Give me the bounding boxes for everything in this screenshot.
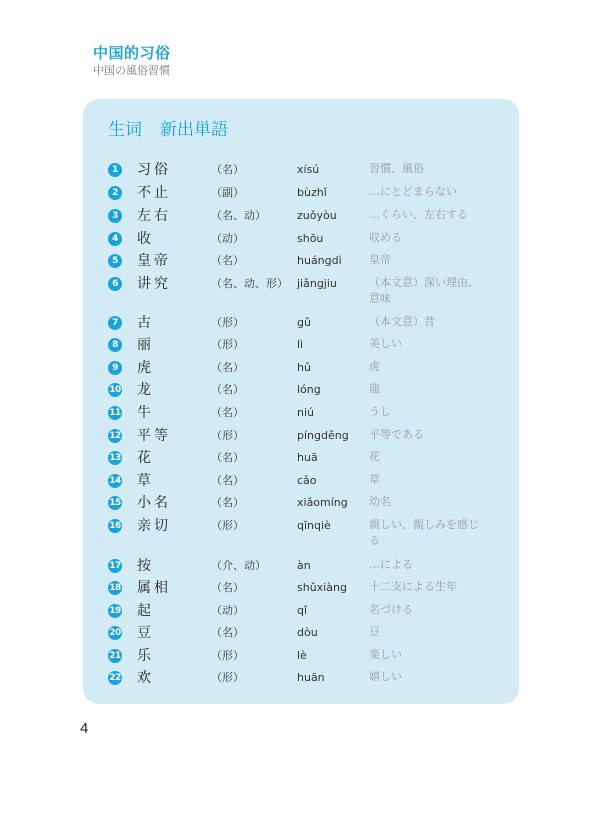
japanese-meaning: 豆 bbox=[369, 625, 380, 638]
vocab-word: 小名 bbox=[137, 495, 171, 511]
item-number-badge: 17 bbox=[109, 561, 121, 571]
item-number-badge: 15 bbox=[109, 498, 121, 508]
japanese-meaning: 美しい bbox=[369, 337, 402, 350]
vocab-word: 讲究 bbox=[137, 276, 171, 292]
pinyin: àn bbox=[297, 559, 311, 572]
japanese-meaning: 草 bbox=[369, 473, 380, 486]
running-header bbox=[93, 44, 171, 78]
part-of-speech: （形） bbox=[211, 519, 244, 532]
pinyin: xiǎomíng bbox=[297, 496, 348, 509]
pinyin: píngděng bbox=[297, 429, 349, 442]
pinyin: qīnqiè bbox=[297, 519, 331, 532]
part-of-speech: （形） bbox=[211, 338, 244, 351]
pinyin: niú bbox=[297, 406, 314, 419]
pinyin: lì bbox=[297, 338, 304, 351]
part-of-speech: （名） bbox=[211, 383, 244, 396]
item-number-badge: 2 bbox=[108, 186, 122, 200]
vocab-word: 不止 bbox=[137, 185, 171, 201]
japanese-meaning: 楽しい bbox=[369, 648, 402, 661]
heading-japanese: 新出単語 bbox=[160, 120, 228, 140]
pinyin: jiǎngjiu bbox=[297, 277, 337, 290]
japanese-meaning: 嬉しい bbox=[369, 670, 402, 683]
part-of-speech: （名） bbox=[211, 451, 244, 464]
vocab-word: 花 bbox=[137, 450, 154, 466]
vocab-word: 平等 bbox=[137, 428, 171, 444]
item-number-badge: 21 bbox=[109, 651, 121, 661]
item-number-badge: 18 bbox=[109, 583, 121, 593]
vocab-word: 古 bbox=[137, 315, 154, 331]
item-number-badge: 5 bbox=[108, 254, 122, 268]
pinyin: shōu bbox=[297, 232, 324, 245]
japanese-meaning: 習慣、風俗 bbox=[369, 162, 424, 175]
japanese-meaning: （本文意）昔 bbox=[369, 315, 435, 328]
page-number: 4 bbox=[80, 720, 89, 737]
vocab-word: 欢 bbox=[137, 670, 154, 686]
pinyin: xísú bbox=[297, 163, 320, 176]
part-of-speech: （名） bbox=[211, 581, 244, 594]
japanese-meaning: …にとどまらない bbox=[369, 185, 457, 198]
vocab-word: 豆 bbox=[137, 625, 154, 641]
vocab-word: 虎 bbox=[137, 360, 154, 376]
item-number-badge: 6 bbox=[108, 277, 122, 291]
chapter-subtitle: 中国の風俗習慣 bbox=[93, 64, 170, 77]
heading-chinese: 生词 bbox=[108, 120, 142, 140]
part-of-speech: （介、动） bbox=[211, 559, 266, 572]
vocab-word: 草 bbox=[137, 473, 154, 489]
pinyin: lóng bbox=[297, 383, 321, 396]
part-of-speech: （名） bbox=[211, 626, 244, 639]
japanese-meaning: 収める bbox=[369, 231, 402, 244]
chapter-title: 中国的习俗 bbox=[93, 44, 171, 62]
japanese-meaning: 皇帝 bbox=[369, 253, 391, 266]
item-number-badge: 4 bbox=[108, 232, 122, 246]
japanese-meaning: …による bbox=[369, 558, 413, 571]
part-of-speech: （名） bbox=[211, 406, 244, 419]
item-number-badge: 19 bbox=[109, 606, 121, 616]
vocab-word: 皇帝 bbox=[137, 253, 171, 269]
item-number-badge: 13 bbox=[109, 453, 121, 463]
pinyin: cǎo bbox=[297, 474, 317, 487]
vocab-word: 亲切 bbox=[137, 518, 171, 534]
part-of-speech: （名） bbox=[211, 474, 244, 487]
item-number-badge: 11 bbox=[109, 408, 121, 418]
japanese-meaning: 花 bbox=[369, 450, 380, 463]
vocab-word: 乐 bbox=[137, 648, 154, 664]
pinyin: zuǒyòu bbox=[297, 209, 337, 222]
japanese-meaning: 名づける bbox=[369, 603, 413, 616]
part-of-speech: （形） bbox=[211, 649, 244, 662]
vocab-word: 龙 bbox=[137, 382, 154, 398]
japanese-meaning: 幼名 bbox=[369, 495, 391, 508]
pinyin: qǐ bbox=[297, 604, 308, 617]
japanese-meaning: 平等である bbox=[369, 428, 424, 441]
item-number-badge: 9 bbox=[108, 361, 122, 375]
pinyin: dòu bbox=[297, 626, 318, 639]
vocab-word: 起 bbox=[137, 603, 154, 619]
part-of-speech: （名、动、形） bbox=[211, 277, 288, 290]
item-number-badge: 3 bbox=[108, 209, 122, 223]
pinyin: huā bbox=[297, 451, 318, 464]
item-number-badge: 20 bbox=[109, 628, 121, 638]
japanese-meaning: 龍 bbox=[369, 382, 380, 395]
pinyin: shǔxiàng bbox=[297, 581, 347, 594]
part-of-speech: （形） bbox=[211, 671, 244, 684]
japanese-meaning: …くらい、左右する bbox=[369, 208, 468, 221]
part-of-speech: （名、动） bbox=[211, 209, 266, 222]
part-of-speech: （名） bbox=[211, 496, 244, 509]
vocab-word: 牛 bbox=[137, 405, 154, 421]
vocab-word: 习俗 bbox=[137, 162, 171, 178]
japanese-meaning: 十二支による生年 bbox=[369, 580, 457, 593]
vocab-word: 丽 bbox=[137, 337, 154, 353]
pinyin: bùzhǐ bbox=[297, 186, 327, 199]
part-of-speech: （副） bbox=[211, 186, 244, 199]
japanese-meaning: 虎 bbox=[369, 360, 380, 373]
pinyin: gǔ bbox=[297, 316, 311, 329]
item-number-badge: 7 bbox=[108, 316, 122, 330]
item-number-badge: 12 bbox=[109, 431, 121, 441]
item-number-badge: 22 bbox=[109, 673, 121, 683]
part-of-speech: （形） bbox=[211, 429, 244, 442]
item-number-badge: 8 bbox=[108, 338, 122, 352]
item-number-badge: 16 bbox=[109, 521, 121, 531]
vocab-word: 左右 bbox=[137, 208, 171, 224]
part-of-speech: （名） bbox=[211, 163, 244, 176]
part-of-speech: （动） bbox=[211, 232, 244, 245]
pinyin: huān bbox=[297, 671, 325, 684]
item-number-badge: 14 bbox=[109, 476, 121, 486]
part-of-speech: （形） bbox=[211, 316, 244, 329]
vocabulary-heading bbox=[108, 119, 228, 141]
japanese-meaning: 親しい、親しみを感じる bbox=[369, 518, 479, 547]
part-of-speech: （名） bbox=[211, 361, 244, 374]
japanese-meaning: うし bbox=[369, 405, 391, 418]
part-of-speech: （动） bbox=[211, 604, 244, 617]
vocab-word: 属相 bbox=[137, 580, 171, 596]
japanese-meaning: （本文意）深い理由、意味 bbox=[369, 276, 479, 305]
vocab-word: 按 bbox=[137, 558, 154, 574]
vocabulary-panel bbox=[83, 99, 519, 704]
item-number-badge: 1 bbox=[108, 163, 122, 177]
pinyin: hǔ bbox=[297, 361, 311, 374]
part-of-speech: （名） bbox=[211, 254, 244, 267]
pinyin: lè bbox=[297, 649, 307, 662]
item-number-badge: 10 bbox=[109, 385, 121, 395]
vocab-word: 收 bbox=[137, 231, 154, 247]
pinyin: huángdì bbox=[297, 254, 342, 267]
